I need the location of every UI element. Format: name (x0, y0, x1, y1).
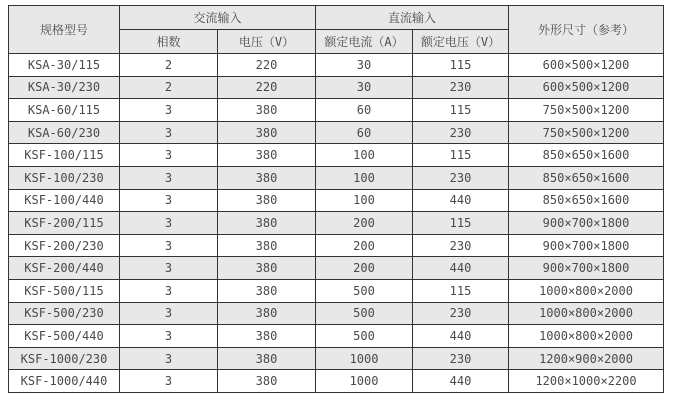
cell-phase: 3 (120, 99, 218, 122)
cell-dimensions: 850×650×1600 (509, 166, 664, 189)
cell-voltage: 380 (218, 234, 316, 257)
cell-model: KSF-100/230 (9, 166, 120, 189)
cell-voltage: 380 (218, 325, 316, 348)
table-row (9, 325, 664, 348)
cell-phase: 3 (120, 325, 218, 348)
table-row (9, 347, 664, 370)
cell-phase: 3 (120, 347, 218, 370)
cell-phase: 3 (120, 302, 218, 325)
cell-rated-current: 1000 (316, 347, 413, 370)
cell-dimensions: 900×700×1800 (509, 257, 664, 280)
cell-dimensions: 600×500×1200 (509, 54, 664, 77)
cell-model: KSF-500/230 (9, 302, 120, 325)
cell-dimensions: 750×500×1200 (509, 99, 664, 122)
cell-phase: 3 (120, 144, 218, 167)
header-row-groups (9, 6, 664, 30)
cell-rated-current: 1000 (316, 370, 413, 393)
table-row (9, 257, 664, 280)
cell-rated-current: 60 (316, 121, 413, 144)
cell-rated-current: 60 (316, 99, 413, 122)
cell-rated-voltage: 230 (413, 347, 509, 370)
cell-phase: 2 (120, 54, 218, 77)
spec-table-header (9, 6, 664, 54)
cell-phase: 3 (120, 189, 218, 212)
cell-rated-current: 200 (316, 257, 413, 280)
table-row (9, 370, 664, 393)
col-header-rated-voltage: 额定电压（V） (413, 30, 509, 54)
cell-dimensions: 1200×900×2000 (509, 347, 664, 370)
cell-dimensions: 850×650×1600 (509, 189, 664, 212)
col-header-model: 规格型号 (9, 6, 120, 54)
cell-dimensions: 900×700×1800 (509, 212, 664, 235)
cell-model: KSF-100/440 (9, 189, 120, 212)
cell-voltage: 380 (218, 212, 316, 235)
cell-rated-voltage: 440 (413, 257, 509, 280)
cell-model: KSF-1000/230 (9, 347, 120, 370)
cell-dimensions: 750×500×1200 (509, 121, 664, 144)
cell-dimensions: 1000×800×2000 (509, 325, 664, 348)
col-header-ac-input-group: 交流输入 (120, 6, 316, 30)
cell-phase: 3 (120, 257, 218, 280)
cell-rated-voltage: 440 (413, 370, 509, 393)
cell-voltage: 380 (218, 370, 316, 393)
cell-voltage: 380 (218, 347, 316, 370)
table-row (9, 234, 664, 257)
col-header-dc-input-group: 直流输入 (316, 6, 509, 30)
table-row (9, 212, 664, 235)
cell-voltage: 380 (218, 166, 316, 189)
cell-rated-current: 100 (316, 166, 413, 189)
cell-voltage: 380 (218, 144, 316, 167)
cell-rated-current: 30 (316, 54, 413, 77)
cell-rated-current: 500 (316, 325, 413, 348)
table-row (9, 76, 664, 99)
cell-model: KSF-500/115 (9, 279, 120, 302)
cell-voltage: 380 (218, 279, 316, 302)
cell-rated-voltage: 115 (413, 212, 509, 235)
cell-rated-voltage: 440 (413, 189, 509, 212)
cell-model: KSF-200/115 (9, 212, 120, 235)
cell-voltage: 380 (218, 189, 316, 212)
cell-rated-voltage: 115 (413, 279, 509, 302)
cell-voltage: 380 (218, 257, 316, 280)
cell-phase: 3 (120, 166, 218, 189)
col-header-dimensions: 外形尺寸（参考） (509, 6, 664, 54)
col-header-rated-current: 额定电流（A） (316, 30, 413, 54)
cell-rated-voltage: 230 (413, 302, 509, 325)
cell-voltage: 380 (218, 302, 316, 325)
cell-rated-current: 500 (316, 279, 413, 302)
table-row (9, 144, 664, 167)
cell-rated-current: 200 (316, 212, 413, 235)
cell-voltage: 220 (218, 54, 316, 77)
table-row (9, 302, 664, 325)
cell-dimensions: 850×650×1600 (509, 144, 664, 167)
cell-dimensions: 600×500×1200 (509, 76, 664, 99)
table-row (9, 189, 664, 212)
cell-rated-voltage: 230 (413, 121, 509, 144)
cell-rated-current: 500 (316, 302, 413, 325)
cell-model: KSF-200/230 (9, 234, 120, 257)
cell-dimensions: 1200×1000×2200 (509, 370, 664, 393)
cell-model: KSF-200/440 (9, 257, 120, 280)
table-row (9, 121, 664, 144)
cell-rated-voltage: 230 (413, 234, 509, 257)
cell-dimensions: 1000×800×2000 (509, 302, 664, 325)
table-row (9, 99, 664, 122)
cell-rated-current: 30 (316, 76, 413, 99)
cell-dimensions: 900×700×1800 (509, 234, 664, 257)
cell-model: KSA-30/230 (9, 76, 120, 99)
cell-model: KSF-500/440 (9, 325, 120, 348)
cell-rated-voltage: 440 (413, 325, 509, 348)
cell-phase: 3 (120, 234, 218, 257)
col-header-voltage: 电压（V） (218, 30, 316, 54)
spec-table-body (9, 54, 664, 393)
cell-phase: 3 (120, 279, 218, 302)
cell-rated-current: 100 (316, 144, 413, 167)
cell-model: KSF-100/115 (9, 144, 120, 167)
table-row (9, 279, 664, 302)
cell-phase: 2 (120, 76, 218, 99)
cell-rated-voltage: 115 (413, 54, 509, 77)
cell-rated-current: 200 (316, 234, 413, 257)
cell-model: KSA-60/230 (9, 121, 120, 144)
cell-model: KSA-60/115 (9, 99, 120, 122)
cell-rated-voltage: 230 (413, 166, 509, 189)
cell-model: KSA-30/115 (9, 54, 120, 77)
cell-voltage: 220 (218, 76, 316, 99)
cell-rated-voltage: 230 (413, 76, 509, 99)
cell-phase: 3 (120, 370, 218, 393)
cell-voltage: 380 (218, 121, 316, 144)
cell-rated-current: 100 (316, 189, 413, 212)
cell-phase: 3 (120, 212, 218, 235)
table-row (9, 54, 664, 77)
cell-rated-voltage: 115 (413, 144, 509, 167)
spec-table (8, 5, 664, 393)
cell-phase: 3 (120, 121, 218, 144)
table-row (9, 166, 664, 189)
col-header-phase: 相数 (120, 30, 218, 54)
cell-dimensions: 1000×800×2000 (509, 279, 664, 302)
cell-voltage: 380 (218, 99, 316, 122)
cell-rated-voltage: 115 (413, 99, 509, 122)
cell-model: KSF-1000/440 (9, 370, 120, 393)
